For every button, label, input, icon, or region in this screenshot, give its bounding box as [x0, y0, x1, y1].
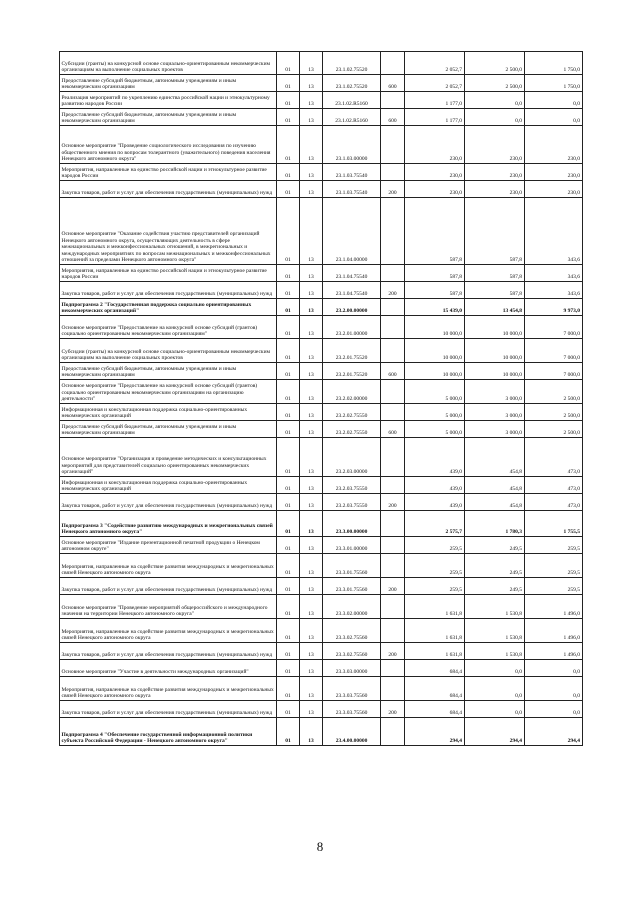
amount-year-2: 10 000,0 [465, 316, 525, 339]
amount-year-2: 1 530,8 [465, 595, 525, 619]
amount-year-1: 5 000,0 [405, 404, 465, 421]
section-code: 01 [277, 181, 300, 198]
amount-year-1: 1 631,8 [405, 595, 465, 619]
amount-year-3: 7 000,0 [525, 316, 583, 339]
row-name: Закупка товаров, работ и услуг для обеспечения государственных (муниципальных) нужд [60, 494, 277, 511]
table-row [60, 92, 583, 109]
amount-year-3: 0,0 [525, 660, 583, 677]
amount-year-3: 473,0 [525, 494, 583, 511]
subsection-code: 13 [300, 126, 323, 164]
target-item-code: 23.3.02.00000 [323, 595, 381, 619]
amount-year-1: 1 177,0 [405, 109, 465, 126]
amount-year-3: 259,5 [525, 554, 583, 578]
amount-year-2: 230,0 [465, 181, 525, 198]
table-row [60, 595, 583, 619]
subsection-code: 13 [300, 537, 323, 554]
table-row [60, 660, 583, 677]
amount-year-3: 259,5 [525, 578, 583, 595]
target-item-code: 23.3.01.75560 [323, 554, 381, 578]
table-row [60, 282, 583, 299]
amount-year-2: 0,0 [465, 660, 525, 677]
expense-type-code [381, 126, 405, 164]
expense-type-code [381, 537, 405, 554]
amount-year-3: 343,6 [525, 198, 583, 265]
row-name: Основное мероприятие "Участие в деятельности международных организаций" [60, 660, 277, 677]
subsection-code: 13 [300, 477, 323, 494]
amount-year-1: 259,5 [405, 554, 465, 578]
expense-type-code [381, 92, 405, 109]
amount-year-1: 439,0 [405, 494, 465, 511]
row-name: Реализация мероприятий по укреплению единства российской нации и этнокультурному развитию народов России [60, 92, 277, 109]
subsection-code: 13 [300, 363, 323, 380]
table-row [60, 316, 583, 339]
target-item-code: 23.1.04.00000 [323, 198, 381, 265]
row-name: Субсидии (гранты) на конкурсной основе социально-ориентированным некоммерческим организациям на выполнение социальных проектов [60, 52, 277, 75]
target-item-code: 23.2.01.75520 [323, 339, 381, 363]
section-code: 01 [277, 404, 300, 421]
subsection-code: 13 [300, 554, 323, 578]
expense-type-code [381, 404, 405, 421]
section-code: 01 [277, 126, 300, 164]
amount-year-2: 587,8 [465, 198, 525, 265]
target-item-code: 23.2.00.00000 [323, 299, 381, 316]
table-row [60, 578, 583, 595]
section-code: 01 [277, 660, 300, 677]
amount-year-3: 230,0 [525, 164, 583, 181]
amount-year-2: 1 530,8 [465, 643, 525, 660]
expense-type-code [381, 265, 405, 282]
subsection-code: 13 [300, 198, 323, 265]
expense-type-code [381, 511, 405, 537]
subsection-code: 13 [300, 316, 323, 339]
section-code: 01 [277, 619, 300, 643]
subsection-code: 13 [300, 299, 323, 316]
table-row [60, 537, 583, 554]
section-code: 01 [277, 438, 300, 477]
amount-year-2: 3 000,0 [465, 421, 525, 438]
amount-year-2: 587,8 [465, 265, 525, 282]
expense-type-code [381, 316, 405, 339]
page-number: 8 [316, 839, 324, 854]
amount-year-3: 2 500,0 [525, 421, 583, 438]
row-name: Закупка товаров, работ и услуг для обеспечения государственных (муниципальных) нужд [60, 282, 277, 299]
amount-year-1: 259,5 [405, 537, 465, 554]
amount-year-3: 1 750,0 [525, 75, 583, 92]
section-code: 01 [277, 677, 300, 701]
expense-type-code: 600 [381, 75, 405, 92]
target-item-code: 23.1.03.00000 [323, 126, 381, 164]
target-item-code: 23.3.02.75560 [323, 619, 381, 643]
expense-type-code [381, 677, 405, 701]
amount-year-2: 2 500,0 [465, 52, 525, 75]
row-name: Основное мероприятие "Предоставление на конкурсной основе субсидий (грантов) социально ориентированным некоммерческим организациям на организацию деятельности" [60, 380, 277, 404]
table-row [60, 477, 583, 494]
table-row [60, 299, 583, 316]
row-name: Предоставление субсидий бюджетным, автономным учреждениям и иным некоммерческим организациям [60, 363, 277, 380]
amount-year-1: 1 631,8 [405, 619, 465, 643]
target-item-code: 23.1.02.R5160 [323, 92, 381, 109]
expense-type-code [381, 164, 405, 181]
section-code: 01 [277, 643, 300, 660]
row-name: Основное мероприятие "Проведение социологического исследования по изучению общественного мнения по вопросам толерантного (уважительного) поведения населения Ненецкого автономного округа" [60, 126, 277, 164]
section-code: 01 [277, 477, 300, 494]
row-name: Основное мероприятие "Оказание содействия участию представителей организаций Ненецкого автономного округа, осуществляющих деятельность в сфере межнациональных и межконфессиональных отношений, в межрегиональных и международных мероприятиях по вопросам межнациональных и межконфессиональных отношений за пределами Ненецкого автономного округа" [60, 198, 277, 265]
subsection-code: 13 [300, 421, 323, 438]
subsection-code: 13 [300, 438, 323, 477]
target-item-code: 23.1.02.75520 [323, 52, 381, 75]
section-code: 01 [277, 578, 300, 595]
row-name: Предоставление субсидий бюджетным, автономным учреждениям и иным некоммерческим организациям [60, 109, 277, 126]
subsection-code: 13 [300, 265, 323, 282]
amount-year-1: 439,0 [405, 477, 465, 494]
target-item-code: 23.2.02.75550 [323, 421, 381, 438]
expense-type-code [381, 438, 405, 477]
amount-year-1: 5 000,0 [405, 421, 465, 438]
amount-year-2: 0,0 [465, 677, 525, 701]
expense-type-code [381, 554, 405, 578]
target-item-code: 23.1.04.75540 [323, 265, 381, 282]
expense-type-code: 600 [381, 363, 405, 380]
section-code: 01 [277, 92, 300, 109]
section-code: 01 [277, 75, 300, 92]
budget-table-sheet [59, 51, 582, 746]
amount-year-2: 0,0 [465, 701, 525, 718]
amount-year-3: 9 973,0 [525, 299, 583, 316]
section-code: 01 [277, 595, 300, 619]
expense-type-code: 200 [381, 282, 405, 299]
amount-year-3: 0,0 [525, 701, 583, 718]
target-item-code: 23.1.04.75540 [323, 282, 381, 299]
table-row [60, 438, 583, 477]
row-name: Подпрограмма 2 "Государственная поддержка социально ориентированных некоммерческих организаций" [60, 299, 277, 316]
expense-type-code [381, 619, 405, 643]
expense-type-code: 200 [381, 494, 405, 511]
table-row [60, 109, 583, 126]
section-code: 01 [277, 511, 300, 537]
target-item-code: 23.1.02.R5160 [323, 109, 381, 126]
row-name: Основное мероприятие "Организация и проведение методических и консультационных мероприятий для представителей социально ориентированных некоммерческих организаций" [60, 438, 277, 477]
section-code: 01 [277, 701, 300, 718]
amount-year-1: 10 000,0 [405, 339, 465, 363]
amount-year-2: 10 000,0 [465, 363, 525, 380]
expense-type-code: 200 [381, 181, 405, 198]
amount-year-3: 7 000,0 [525, 339, 583, 363]
row-name: Информационная и консультационная поддержка социально-ориентированных некоммерческих организаций [60, 477, 277, 494]
amount-year-3: 0,0 [525, 109, 583, 126]
row-name: Мероприятия, направленные на единство российской нации и этнокультурное развитие народов России [60, 164, 277, 181]
expense-type-code [381, 52, 405, 75]
amount-year-1: 10 000,0 [405, 363, 465, 380]
amount-year-1: 2 052,7 [405, 52, 465, 75]
amount-year-3: 7 000,0 [525, 363, 583, 380]
row-name: Мероприятия, направленные на содействие развития международных и межрегиональных связей Ненецкого автономного округа [60, 619, 277, 643]
table-row [60, 701, 583, 718]
subsection-code: 13 [300, 595, 323, 619]
subsection-code: 13 [300, 282, 323, 299]
target-item-code: 23.2.02.75550 [323, 404, 381, 421]
amount-year-2: 2 500,0 [465, 75, 525, 92]
subsection-code: 13 [300, 701, 323, 718]
row-name: Подпрограмма 4 "Обеспечение государственной информационной политики субъекта Российской Федерации - Ненецкого автономного округа" [60, 718, 277, 746]
subsection-code: 13 [300, 619, 323, 643]
amount-year-1: 230,0 [405, 164, 465, 181]
subsection-code: 13 [300, 718, 323, 746]
target-item-code: 23.2.02.00000 [323, 380, 381, 404]
amount-year-1: 587,8 [405, 265, 465, 282]
target-item-code: 23.2.03.75550 [323, 477, 381, 494]
section-code: 01 [277, 52, 300, 75]
amount-year-3: 230,0 [525, 181, 583, 198]
row-name: Закупка товаров, работ и услуг для обеспечения государственных (муниципальных) нужд [60, 578, 277, 595]
target-item-code: 23.1.03.75540 [323, 164, 381, 181]
amount-year-2: 230,0 [465, 126, 525, 164]
expense-type-code [381, 380, 405, 404]
budget-table-body [60, 52, 583, 746]
amount-year-2: 230,0 [465, 164, 525, 181]
subsection-code: 13 [300, 181, 323, 198]
amount-year-3: 2 500,0 [525, 404, 583, 421]
expense-type-code [381, 198, 405, 265]
target-item-code: 23.1.02.75520 [323, 75, 381, 92]
table-row [60, 718, 583, 746]
amount-year-3: 294,4 [525, 718, 583, 746]
subsection-code: 13 [300, 75, 323, 92]
subsection-code: 13 [300, 380, 323, 404]
expense-type-code: 200 [381, 643, 405, 660]
amount-year-3: 230,0 [525, 126, 583, 164]
amount-year-1: 684,4 [405, 660, 465, 677]
subsection-code: 13 [300, 404, 323, 421]
table-row [60, 126, 583, 164]
amount-year-1: 2 052,7 [405, 75, 465, 92]
amount-year-1: 1 631,8 [405, 643, 465, 660]
amount-year-1: 230,0 [405, 126, 465, 164]
table-row [60, 52, 583, 75]
amount-year-2: 1 530,8 [465, 619, 525, 643]
subsection-code: 13 [300, 511, 323, 537]
amount-year-3: 259,5 [525, 537, 583, 554]
subsection-code: 13 [300, 660, 323, 677]
expense-type-code: 600 [381, 109, 405, 126]
amount-year-3: 2 500,0 [525, 380, 583, 404]
row-name: Основное мероприятие "Предоставление на конкурсной основе субсидий (грантов) социально ориентированным некоммерческим организациям" [60, 316, 277, 339]
table-row [60, 181, 583, 198]
target-item-code: 23.3.03.75560 [323, 677, 381, 701]
table-row [60, 494, 583, 511]
target-item-code: 23.2.03.00000 [323, 438, 381, 477]
section-code: 01 [277, 282, 300, 299]
table-row [60, 511, 583, 537]
amount-year-2: 10 000,0 [465, 339, 525, 363]
target-item-code: 23.2.03.75550 [323, 494, 381, 511]
table-row [60, 363, 583, 380]
section-code: 01 [277, 494, 300, 511]
table-row [60, 404, 583, 421]
expense-type-code [381, 339, 405, 363]
subsection-code: 13 [300, 494, 323, 511]
amount-year-1: 587,8 [405, 282, 465, 299]
row-name: Предоставление субсидий бюджетным, автономным учреждениям и иным некоммерческим организациям [60, 75, 277, 92]
section-code: 01 [277, 380, 300, 404]
subsection-code: 13 [300, 677, 323, 701]
target-item-code: 23.3.02.75560 [323, 643, 381, 660]
expense-type-code [381, 660, 405, 677]
amount-year-1: 1 177,0 [405, 92, 465, 109]
amount-year-3: 1 750,0 [525, 52, 583, 75]
amount-year-2: 454,8 [465, 477, 525, 494]
row-name: Закупка товаров, работ и услуг для обеспечения государственных (муниципальных) нужд [60, 643, 277, 660]
table-row [60, 198, 583, 265]
row-name: Предоставление субсидий бюджетным, автономным учреждениям и иным некоммерческим организациям [60, 421, 277, 438]
amount-year-2: 13 454,8 [465, 299, 525, 316]
row-name: Основное мероприятие "Проведение мероприятий общероссийского и международного значения на территории Ненецкого автономного округа" [60, 595, 277, 619]
amount-year-3: 1 755,5 [525, 511, 583, 537]
amount-year-2: 294,4 [465, 718, 525, 746]
amount-year-1: 15 439,0 [405, 299, 465, 316]
amount-year-2: 3 000,0 [465, 380, 525, 404]
subsection-code: 13 [300, 578, 323, 595]
row-name: Подпрограмма 3 "Содействие развитию международных и межрегиональных связей Ненецкого автономного округа" [60, 511, 277, 537]
expense-type-code [381, 477, 405, 494]
amount-year-1: 587,8 [405, 198, 465, 265]
target-item-code: 23.3.03.00000 [323, 660, 381, 677]
table-row [60, 164, 583, 181]
amount-year-2: 0,0 [465, 92, 525, 109]
row-name: Основное мероприятие "Издание презентационной печатной продукции о Ненецком автономном округе" [60, 537, 277, 554]
amount-year-1: 5 000,0 [405, 380, 465, 404]
subsection-code: 13 [300, 109, 323, 126]
amount-year-2: 3 000,0 [465, 404, 525, 421]
table-row [60, 643, 583, 660]
section-code: 01 [277, 421, 300, 438]
row-name: Закупка товаров, работ и услуг для обеспечения государственных (муниципальных) нужд [60, 181, 277, 198]
subsection-code: 13 [300, 643, 323, 660]
row-name: Субсидии (гранты) на конкурсной основе социально-ориентированным некоммерческим организациям на выполнение социальных проектов [60, 339, 277, 363]
table-row [60, 554, 583, 578]
row-name: Информационная и консультационная поддержка социально-ориентированных некоммерческих организаций [60, 404, 277, 421]
amount-year-2: 249,5 [465, 554, 525, 578]
target-item-code: 23.4.00.00000 [323, 718, 381, 746]
row-name: Мероприятия, направленные на содействие развития международных и межрегиональных связей Ненецкого автономного округа [60, 677, 277, 701]
amount-year-3: 473,0 [525, 477, 583, 494]
subsection-code: 13 [300, 92, 323, 109]
subsection-code: 13 [300, 164, 323, 181]
amount-year-1: 684,4 [405, 677, 465, 701]
target-item-code: 23.3.00.00000 [323, 511, 381, 537]
expense-type-code [381, 595, 405, 619]
table-row [60, 421, 583, 438]
subsection-code: 13 [300, 52, 323, 75]
expense-type-code: 600 [381, 421, 405, 438]
section-code: 01 [277, 198, 300, 265]
row-name: Мероприятия, направленные на единство российской нации и этнокультурное развитие народов России [60, 265, 277, 282]
section-code: 01 [277, 339, 300, 363]
section-code: 01 [277, 554, 300, 578]
amount-year-1: 259,5 [405, 578, 465, 595]
table-row [60, 677, 583, 701]
section-code: 01 [277, 109, 300, 126]
table-row [60, 380, 583, 404]
amount-year-3: 1 496,0 [525, 595, 583, 619]
table-row [60, 339, 583, 363]
table-row [60, 265, 583, 282]
amount-year-2: 587,8 [465, 282, 525, 299]
expense-type-code: 200 [381, 578, 405, 595]
amount-year-3: 343,6 [525, 265, 583, 282]
amount-year-2: 249,5 [465, 578, 525, 595]
table-row [60, 75, 583, 92]
table-row [60, 619, 583, 643]
amount-year-3: 0,0 [525, 92, 583, 109]
section-code: 01 [277, 718, 300, 746]
row-name: Закупка товаров, работ и услуг для обеспечения государственных (муниципальных) нужд [60, 701, 277, 718]
amount-year-2: 454,8 [465, 438, 525, 477]
amount-year-3: 343,6 [525, 282, 583, 299]
section-code: 01 [277, 316, 300, 339]
amount-year-1: 10 000,0 [405, 316, 465, 339]
amount-year-1: 294,4 [405, 718, 465, 746]
target-item-code: 23.3.03.75560 [323, 701, 381, 718]
amount-year-3: 1 496,0 [525, 643, 583, 660]
amount-year-2: 1 780,3 [465, 511, 525, 537]
amount-year-3: 0,0 [525, 677, 583, 701]
expense-type-code: 200 [381, 701, 405, 718]
section-code: 01 [277, 265, 300, 282]
expense-type-code [381, 718, 405, 746]
subsection-code: 13 [300, 339, 323, 363]
amount-year-1: 2 575,7 [405, 511, 465, 537]
amount-year-1: 439,0 [405, 438, 465, 477]
section-code: 01 [277, 363, 300, 380]
target-item-code: 23.3.01.00000 [323, 537, 381, 554]
target-item-code: 23.3.01.75560 [323, 578, 381, 595]
amount-year-3: 1 496,0 [525, 619, 583, 643]
amount-year-1: 684,4 [405, 701, 465, 718]
amount-year-1: 230,0 [405, 181, 465, 198]
amount-year-2: 454,8 [465, 494, 525, 511]
target-item-code: 23.1.03.75540 [323, 181, 381, 198]
expense-type-code [381, 299, 405, 316]
target-item-code: 23.2.01.00000 [323, 316, 381, 339]
section-code: 01 [277, 299, 300, 316]
amount-year-3: 473,0 [525, 438, 583, 477]
target-item-code: 23.2.01.75520 [323, 363, 381, 380]
section-code: 01 [277, 537, 300, 554]
row-name: Мероприятия, направленные на содействие развития международных и межрегиональных связей Ненецкого автономного округа [60, 554, 277, 578]
amount-year-2: 249,5 [465, 537, 525, 554]
amount-year-2: 0,0 [465, 109, 525, 126]
budget-table [59, 51, 583, 746]
section-code: 01 [277, 164, 300, 181]
